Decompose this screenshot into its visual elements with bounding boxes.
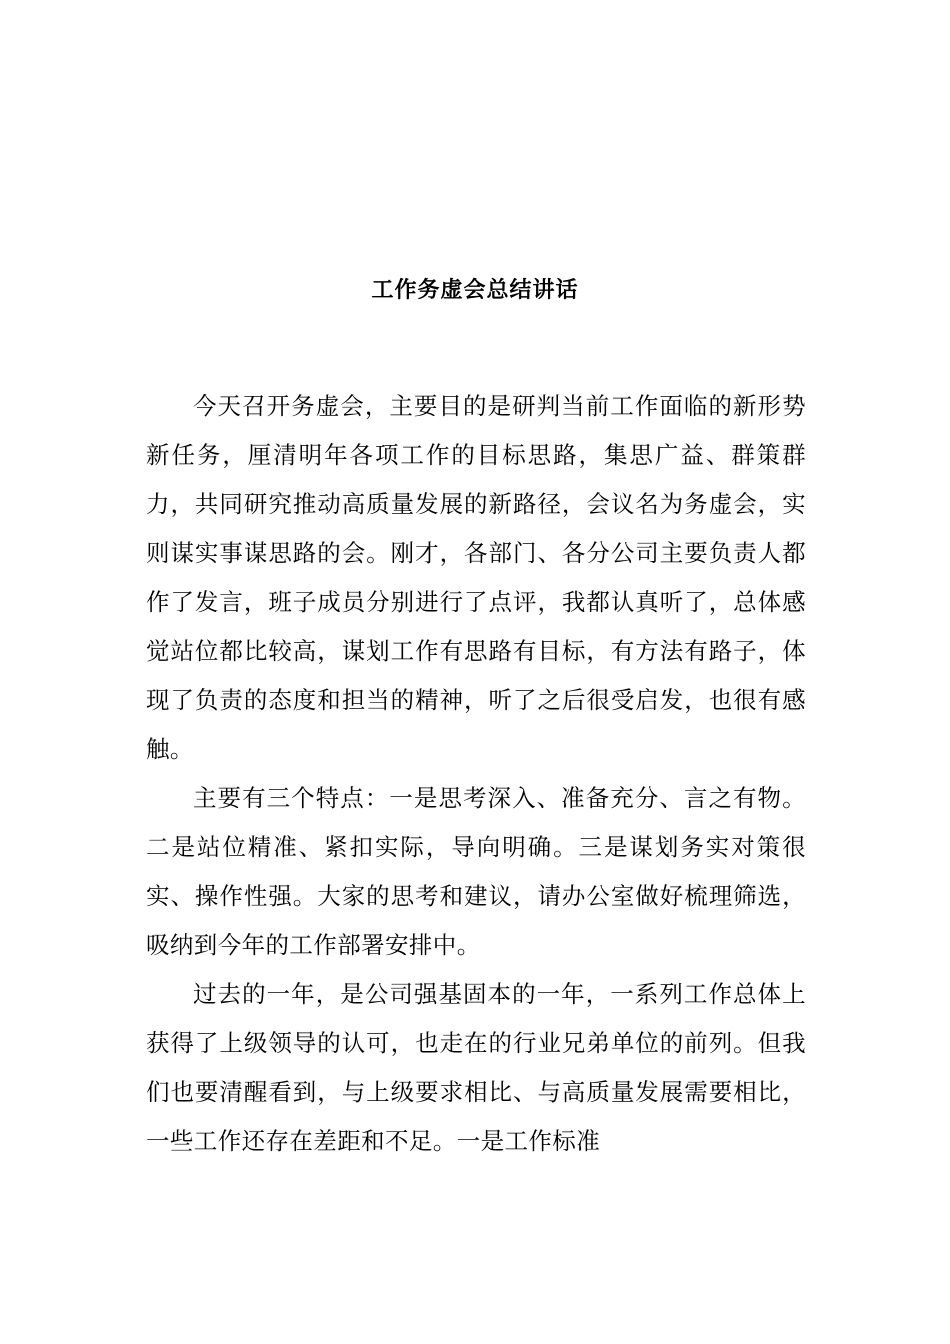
- paragraph-2: 主要有三个特点：一是思考深入、准备充分、言之有物。二是站位精准、紧扣实际，导向明确。三是谋划务实对策很实、操作性强。大家的思考和建议，请办公室做好梳理筛选，吸纳到今年的工作部署安排中。: [146, 784, 806, 959]
- paragraph-1: 今天召开务虚会，主要目的是研判当前工作面临的新形势新任务，厘清明年各项工作的目标思路，集思广益、群策群力，共同研究推动高质量发展的新路径，会议名为务虚会，实则谋实事谋思路的会。刚才，各部门、各分公司主要负责人都作了发言，班子成员分别进行了点评，我都认真听了，总体感觉站位都比较高，谋划工作有思路有目标，有方法有路子，体现了负责的态度和担当的精神，听了之后很受启发，也很有感触。: [146, 392, 806, 763]
- document-body: [146, 382, 806, 1166]
- document-title: 工作务虚会总结讲话: [371, 277, 579, 303]
- paragraph-3: 过去的一年，是公司强基固本的一年，一系列工作总体上获得了上级领导的认可，也走在的行业兄弟单位的前列。但我们也要清醒看到，与上级要求相比、与高质量发展需要相比，一些工作还存在差距和不足。一是工作标准: [146, 980, 806, 1155]
